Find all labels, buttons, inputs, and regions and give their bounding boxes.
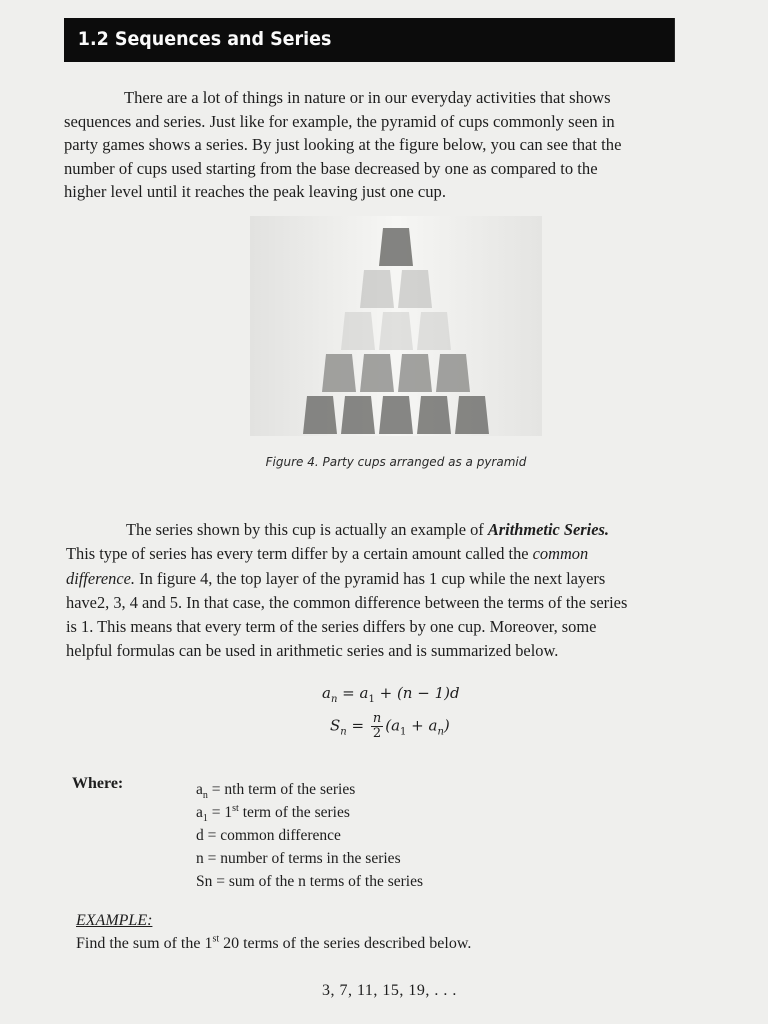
body-line: helpful formulas can be used in arithmetic series and is summarized below. xyxy=(66,641,559,661)
figure-caption: Figure 4. Party cups arranged as a pyramid xyxy=(265,455,527,469)
cup-pyramid-image xyxy=(250,216,542,436)
section-title-bar xyxy=(64,18,675,62)
body-line: This type of series has every term differ by a certain amount called the common xyxy=(66,544,589,564)
cup xyxy=(417,312,451,350)
cup xyxy=(379,312,413,350)
cup xyxy=(455,396,489,434)
cup xyxy=(436,354,470,392)
cup xyxy=(398,270,432,308)
intro-line: sequences and series. Just like for example, the pyramid of cups commonly seen in xyxy=(64,111,615,131)
term-arithmetic-series: Arithmetic Series. xyxy=(487,520,609,539)
example-question: Find the sum of the 1st 20 terms of the series described below. xyxy=(76,933,472,952)
intro-line: number of cups used starting from the base decreased by one as compared to the xyxy=(64,158,598,178)
cup xyxy=(379,228,413,266)
cup xyxy=(303,396,337,434)
example-label: EXAMPLE: xyxy=(76,912,153,929)
cup-pyramid-figure xyxy=(250,216,542,436)
cup xyxy=(341,312,375,350)
definition-n: n = number of terms in the series xyxy=(196,850,401,867)
where-label: Where: xyxy=(72,775,124,792)
cup xyxy=(360,354,394,392)
example-series: 3, 7, 11, 15, 19, . . . xyxy=(322,982,457,999)
definition-sn: Sn = sum of the n terms of the series xyxy=(196,873,424,890)
cup xyxy=(398,354,432,392)
body-line: have2, 3, 4 and 5. In that case, the common difference between the terms of the series xyxy=(66,592,628,612)
cup xyxy=(322,354,356,392)
sum-formula: $S_n$ = $\frac{n}{2}$ $(a_1 + a_n)$ xyxy=(330,711,450,741)
body-line: difference. In figure 4, the top layer of the pyramid has 1 cup while the next layers xyxy=(66,568,606,588)
definitions-list xyxy=(196,778,423,893)
nth-term-formula: $a_n = a_1 + (n - 1)d$ xyxy=(322,684,460,705)
intro-paragraph xyxy=(64,86,728,204)
definition-a1: $a_1 = 1st$ term of the series xyxy=(196,802,350,825)
body-line: The series shown by this cup is actually an example of Arithmetic Series. xyxy=(126,520,609,539)
fraction-n-over-2: $\frac{n}{2}$ xyxy=(372,711,382,741)
intro-line: party games shows a series. By just looking at the figure below, you can see that the xyxy=(64,135,622,154)
intro-line: There are a lot of things in nature or in our everyday activities that shows xyxy=(124,88,611,107)
cup xyxy=(379,396,413,434)
section-title: 1.2 Sequences and Series xyxy=(77,28,332,50)
body-paragraph xyxy=(66,518,738,664)
cup xyxy=(417,396,451,434)
definition-d: d = common difference xyxy=(196,827,341,844)
intro-line: higher level until it reaches the peak leaving just one cup. xyxy=(64,182,446,201)
cup xyxy=(360,270,394,308)
definition-an: $a_n$ = nth term of the series xyxy=(196,781,356,802)
cup xyxy=(341,396,375,434)
body-line: is 1. This means that every term of the series differs by one cup. Moreover, some xyxy=(66,617,597,637)
